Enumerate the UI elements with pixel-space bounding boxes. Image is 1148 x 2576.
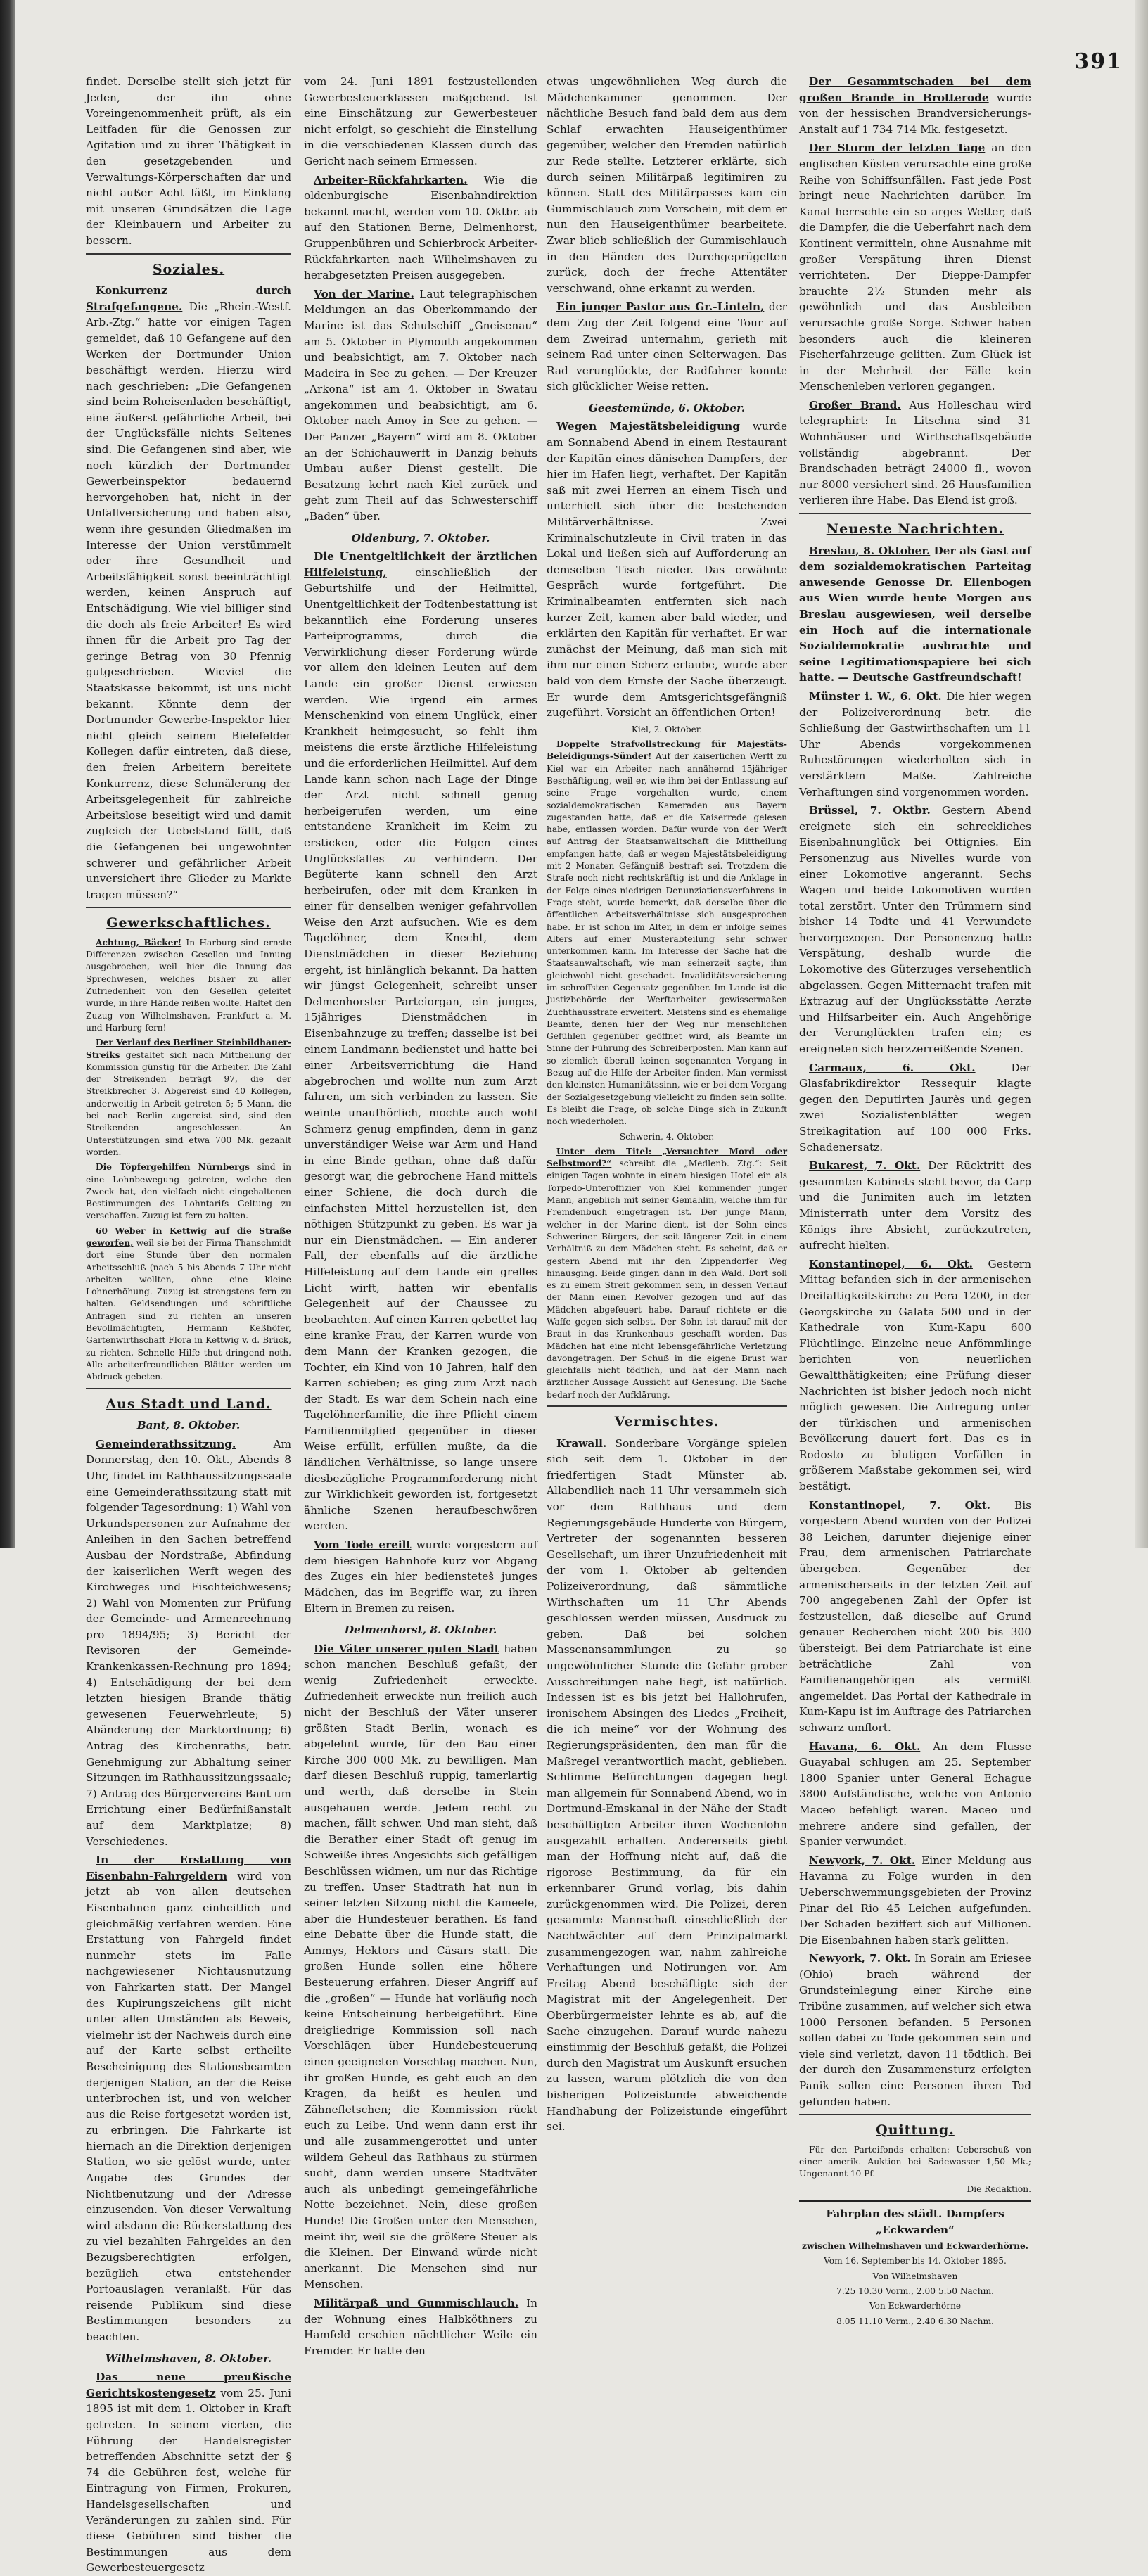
section-heading-vermischtes: Vermischtes.: [614, 1414, 720, 1430]
article: [304, 549, 537, 1534]
article-text: Der als Gast auf dem sozialdemokratischen Parteitag anwesende Genosse Dr. Ellenbogen aus Wien wurde heute Morgen aus Breslau ausgewiesen, weil derselbe ein Hoch auf die internationale Sozialdemokratie ausbrachte und seine Legitimationspapiere bei sich hatte. — Deutsche Gastfreundschaft!: [799, 544, 1031, 684]
article-text: Einer Meldung aus Havanna zu Folge wurden in den Ueberschwemmungsgebieten der Provinz Pinar del Rio 45 Leichen aufgefunden. Der Schaden beziffert sich auf Millionen. Die Eisenbahnen haben stark gelitten.: [799, 1854, 1031, 1946]
article-text: gestaltet sich nach Mittheilung der Kommission günstig für die Arbeiter. Die Zahl der Streikenden beträgt 97, die der Streikbrecher 3. Abgereist sind 40 Kollegen, anderweitig in Arbeit getreten 5; 5 Mann, die bei nach Berlin zugereist sind, sind den Streikenden angeschlossen. An Unterstützungen sind etwa 700 Mk. gezahlt worden.: [86, 1050, 292, 1157]
article-text: wurde von der hessischen Brandversicherungs-Anstalt auf 1 734 714 Mk. festgesetzt.: [799, 91, 1031, 136]
article-lead: Das neue preußische Gerichtskostengesetz: [86, 2371, 291, 2399]
article: [86, 1436, 291, 1849]
section-heading-quittung: Quittung.: [876, 2122, 955, 2138]
article-lead: Der Verlauf des Berliner Steinbildhauer-Streiks: [86, 1038, 291, 1060]
article-lead: Vom Tode ereilt: [314, 1538, 412, 1552]
divider: [86, 253, 291, 255]
section-heading-gewerkschaftliches: Gewerkschaftliches.: [106, 915, 271, 931]
dateline: Geestemünde, 6. Oktober.: [588, 401, 746, 414]
divider: [799, 2200, 1031, 2202]
article-lead: Unter dem Titel: „Versuchter Mord oder Selbstmord?“: [547, 1146, 787, 1169]
paragraph: etwas ungewöhnlichen Weg durch die Mädchenkammer genommen. Der nächtliche Besuch fand bald dem aus dem Schlaf erwachten Hauseigenthümer gegenüber, welcher den Fremden natürlich zur Rede stellte. Letzterer erklärte, sich durch seinen Militärpaß legitimiren zu können. Statt des Militärpasses kam ein Gummischlauch zum Vorschein, mit dem er nun den Hauseigenthümer bearbeitete. Zwar blieb schließlich der Gummischlauch in den Händen des Durchgeprügelten zurück, doch der freche Attentäter verschwand, ohne erkannt zu werden.: [547, 75, 787, 295]
article-text: Auf der kaiserlichen Werft zu Kiel war ein Arbeiter nach annähernd 15jähriger Beschäftigung, weil er, wie ihm bei der Entlassung auf seine Frage vorgehalten wurde, einem sozialdemokratischen Kameraden aus Bayern zugestanden hatte, daß er die Kaiserrede gelesen habe, entlassen worden. Dafür wurde von der Werft auf Antrag der Staatsanwaltschaft die Mittheilung empfangen hatte, daß er wegen Majestätsbeleidigung mit 2 Monaten Gefängniß bestraft sei. Trotzdem die Strafe noch nicht rechtskräftig ist und die Anklage in der Folge eines niedrigen Denunziationsverfahrens in Frage steht, wurde bemerkt, daß derselbe über die öffentlichen Arbeitsverhältnisse sich ausgesprochen habe. Er ist schon im Alter, in dem er infolge seines Alters auf einer Musterabteilung sehr schwer unterkommen kann. Im Interesse der Sache hat die Staatsanwaltschaft, wie man seinerzeit sagte, ihm gleichwohl nicht geschadet. Invaliditätsversicherung im schroffsten Gegensatz gegenüber. Im Lande ist die Justizbehörde der Werftarbeiter gewissermaßen Zuchthausstrafe erweitert. Meistens sind es ehemalige Beamte, denen hier der Weg nur menschlichen Gefühlen gegenüber geöffnet wird, als Beamte im Sinne der Führung des Schreiberposten. Man kann auf so ziemlich überall keinen sogenannten Vorgang in Bezug auf die Hilfe der Arbeiter finden. Man vermisst den kleinsten Humanitätssinn, wie er bei dem Vorgang der Sozialgesetzgebung vielleicht zu finden sein sollte. Es bleibt die Frage, ob solche Dinge sich in Zukunft noch wiederholen.: [547, 751, 788, 1127]
article-text: einschließlich der Geburtshilfe und der Heilmittel, Unentgeltlichkeit der Todtenbestattung ist bekanntlich eine Forderung unseres Parteiprogramms, durch die Verwirklichung dieser Forderung würde vor allem den kleinen Leuten auf dem Lande ein großer Dienst erwiesen werden. Wie irgend ein armes Menschenkind von einem Unglück, einer Krankheit heimgesucht, so fehlt ihm meistens die erste ärztliche Hilfeleistung und die erforderlichen Heilmittel. Auf dem Lande kann schon nach Lage der Dinge der Arzt nicht schnell genug herbeigerufen werden, um eine entstandene Krankheit im Keim zu ersticken, oder die Folgen eines Unglücksfalles zu verhindern. Der Begüterte kann schnell den Arzt herbeirufen, oder mit dem Kranken in einer für denselben weniger gefahrvollen Weise den Arzt aufsuchen. Wie es dem Tagelöhner, dem Knecht, dem Dienstmädchen in dieser Beziehung ergeht, ist hinlänglich bekannt. Da hatten wir jüngst Gelegenheit, schreibt unser Delmenhorster Parteiorgan, ein junges, 15jähriges Dienstmädchen in Eisenbahnzuge zu treffen; dasselbe ist bei einem Landmann bedienstet und hatte bei einer Arbeitsverrichtung die Hand abgebrochen und wollte nun zum Arzt fahren, um sich verbinden zu lassen. Sie weinte unaufhörlich, mochte auch wohl Schmerz genug empfinden, denn in ganz unverständiger Weise war Arm und Hand in eine Binde gethan, ohne daß dafür gesorgt war, die gebrochene Hand mittels einer Schiene, die doch durch die einfachsten Mittel herzustellen ist, den nöthigen Stützpunkt zu geben. Es war ja nur ein Dienstmädchen. — Ein anderer Fall, der ebenfalls auf die ärztliche Hilfeleistung auf dem Lande ein grelles Licht wirft, hatten wir ebenfalls Gelegenheit auf der Chaussee zu beobachten. Auf einen Karren gebettet lag eine kranke Frau, der Karren wurde von dem Mann der Kranken gezogen, die Tochter, ein Kind von 10 Jahren, half den Karren schieben; es ging zum Arzt nach der Stadt. Es war dem Schein nach eine Tagelöhnerfamilie, die ihre Pflicht einem Familienmitglied gegenüber in dieser Weise erfüllt, erfüllen mußte, da die ländlichen Verhältnisse, so lange unsere diesbezügliche Programmforderung nicht zur Wirklichkeit geworden ist, fortgesetzt ähnliche Szenen heraufbeschwören werden.: [304, 566, 537, 1533]
article-text: an den englischen Küsten verursachte eine große Reihe von Schiffsunfällen. Fast jede Post bringt neue Nachrichten darüber. Im Kanal herrschte ein so arges Wetter, daß die Dampfer, die die Ueberfahrt nach dem Kontinent vermitteln, ohne Ausnahme mit großer Verspätung ihren Dienst verrichteten. Der Dieppe-Dampfer brauchte 2½ Stunden mehr als gewöhnlich und das Ausbleiben verursachte große Sorge. Schwer haben besonders auch die kleineren Fischerfahrzeuge gelitten. Zum Glück ist in der Mehrheit der Fälle kein Menschenleben verloren gegangen.: [799, 141, 1031, 393]
article-text: In Harburg sind ernste Differenzen zwischen Gesellen und Innung ausgebrochen, weil hier die Innung das Sprechwesen, welches bisher zu aller Zufriedenheit von den Gesellen geleitet wurde, in ihre Hände reißen wollte. Haltet den Zuzug von Wilhelmshaven, Frankfurt a. M. und Harburg fern!: [86, 937, 292, 1033]
article-lead: Newyork, 7. Okt.: [809, 1854, 916, 1867]
article-text: vom 25. Juni 1895 ist mit dem 1. Oktober in Kraft getreten. In seinem vierten, die Führung der Handelsregister betreffenden Abschnitte setzt der § 74 die Gebühren fest, welche für Eintragung von Firmen, Prokuren, Handelsgesellschaften und Veränderungen zu zahlen sind. Für diese Gebühren sind bisher die Bestimmungen aus dem Gewerbesteuergesetz: [86, 2386, 291, 2575]
article-text: haben schon manchen Beschluß gefaßt, der wenig Zufriedenheit erweckte. Zufriedenheit erweckte nun freilich auch nicht der Beschluß der Väter unserer größten Stadt Berlin, wonach es abgelehnt wurde, für den Bau einer Kirche 300 000 Mk. zu bewilligen. Man darf diesen Beschluß ruppig, tamerlartig und werth, daß derselbe in Stein ausgehauen werde. Jedem recht zu machen, fällt schwer. Und man sieht, daß die Berather einer Stadt oft genug im Schweiße ihres Angesichts sich gefälligen Beschlüssen widmen, um nur das Richtige zu treffen. Unser Stadtrath hat nun in seiner letzten Sitzung nicht die Kameele, aber die Hundesteuer berathen. Es fand eine Debatte über die Hunde statt, die Ammys, Hektors und Cäsars statt. Die großen Hunde sollen eine höhere Besteuerung erfahren. Dieser Angriff auf die „großen“ — Hunde hat vorläufig noch keine Entscheinung herbeigeführt. Eine dreigliedrige Kommission soll nach Vorschlägen über Hundebesteuerung einen geeigneten Vorschlag machen. Nun, ihr großen Hunde, es geht euch an den Kragen, da heißt es heulen und Zähnefletschen; die Kommission rückt euch zu Leibe. Und wenn dann erst ihr und alle zusammengerottet und unter wildem Geheul das Rathhaus zu stürmen sucht, dann werden unsere Stadtväter auch als unbedingt gemeingefährliche Notte bezeichnet. Nein, diese großen Hunde! Die Großen unter den Menschen, meint ihr, weil sie die größere Steuer als die Kleinen. Der Einwand würde nicht anerkannt. Die Menschen sind nur Menschen.: [304, 1642, 537, 2291]
article-text: Laut telegraphischen Meldungen an das Oberkommando der Marine ist das Schulschiff „Gneisenau“ am 5. Oktober in Plymouth angekommen und beabsichtigt, am 7. Oktober nach Madeira in See zu gehen. — Der Kreuzer „Arkona“ ist am 4. Oktober in Swatau angekommen und beabsichtigt, am 6. Oktober nach Amoy in See zu gehen. — Der Panzer „Bayern“ wird am 8. Oktober an der Schichauwerft in Danzig behufs Umbau außer Dienst gestellt. Die Besatzung kehrt nach Kiel zurück und geht zum Theil auf das Schwesterschiff „Baden“ über.: [304, 287, 538, 523]
article-text: schreibt die „Medlenb. Ztg.“: Seit einigen Tagen wohnte in einem hiesigen Hotel ein als Torpedo-Unteroffizier von Kiel kommender junger Mann, angeblich mit seiner Gemahlin, welche ihm für Fremdenbuch eingetragen ist. Der junge Mann, welcher in der Marine dient, ist der Sohn eines Schweriner Bürgers, der seit längerer Zeit in einem Verhältniß zu dem Mädchen steht. Es scheint, daß er gestern Abend mit ihr den Zippendorfer Weg hinausging. Beide gingen dann in den Wald. Dort soll es zu einem Streit gekommen sein, in dessen Verlauf der Mann einen Revolver gezogen und auf das Mädchen abgefeuert habe. Darauf richtete er die Waffe gegen sich selbst. Der Sohn ist darauf mit der Braut in das Krankenhaus geschafft worden. Das Mädchen hat eine nicht lebensgefährliche Verletzung davongetragen. Der Schuß in die eigene Brust war gleichfalls nicht tödtlich, und hat der Mann nach ärztlicher Aussage Aussicht auf Genesung. Die Sache bedarf noch der Aufklärung.: [547, 1159, 787, 1400]
divider: [799, 2114, 1031, 2115]
article: [799, 140, 1031, 395]
divider: [86, 1388, 291, 1389]
article-lead: Konstantinopel, 7. Okt.: [809, 1498, 990, 1512]
timetable-from: Von Wilhelmshaven: [872, 2271, 958, 2281]
article-text: In Sorain am Eriesee (Ohio) brach während der Grundsteinlegung einer Kirche eine Tribüne zusammen, auf welcher sich etwa 1000 Personen befanden. 5 Personen sollen dabei zu Tode gekommen sein und viele sind verletzt, davon 11 tödtlich. Bei der durch den Zusammensturz erfolgten Panik sollen eine Personen ihren Tod gefunden haben.: [799, 1952, 1031, 2108]
article-lead: Carmaux, 6. Okt.: [809, 1061, 976, 1074]
dateline: Schwerin, 4. Oktober.: [619, 1131, 715, 1142]
news-item: [799, 803, 1031, 1057]
article-lead: Münster i. W., 6. Okt.: [809, 689, 942, 703]
article-lead: Arbeiter-Rückfahrkarten.: [314, 173, 468, 186]
article: [547, 1146, 787, 1401]
timetable-times: 8.05 11.10 Vorm., 2.40 6.30 Nachm.: [836, 2316, 994, 2326]
divider: [86, 907, 291, 908]
page-number: 391: [1074, 49, 1123, 74]
news-item: [799, 1256, 1031, 1495]
article-text: sind in eine Lohnbewegung getreten, welche den Zweck hat, den vielfach nicht eingehaltenen Bestimmungen des Lohntarifs Geltung zu verschaffen. Zuzug ist fern zu halten.: [86, 1162, 291, 1221]
section-heading-stadt-und-land: Aus Stadt und Land.: [106, 1396, 272, 1412]
column-3: [547, 74, 788, 2134]
timetable-times: 7.25 10.30 Vorm., 2.00 5.50 Nachm.: [836, 2286, 994, 2297]
article-lead: Die Töpfergehilfen Nürnbergs: [96, 1162, 250, 1173]
article: [86, 1161, 291, 1222]
article: [547, 739, 787, 1128]
article-lead: Doppelte Strafvollstreckung für Majestäts-Beleidigungs-Sünder!: [547, 739, 787, 762]
news-item: [799, 1158, 1031, 1254]
article-text: wurde am Sonnabend Abend in einem Restaurant der Kapitän eines dänischen Dampfers, der hier im Hafen liegt, verhaftet. Der Kapitän saß mit zwei Herren an einem Tisch und unterhielt sich über die bestehenden Militärverhältnisse. Zwei Kriminalschutzleute in Civil traten in das Lokal und ließen sich auf Aufforderung an demselben Tisch nieder. Das erwähnte Gespräch wurde fortgeführt. Die Kriminalbeamten entfernten sich nach kurzer Zeit, kamen aber bald wieder, und erklärten den Kapitän für verhaftet. Er war zunächst der Meinung, daß man sich mit ihm nur einen Scherz erlaube, wurde aber bald von dem Ernste der Sache überzeugt. Er wurde dem Amtsgerichtsgefängniß zugeführt. Vorsicht an öffentlichen Orten!: [547, 420, 787, 720]
article-lead: In der Erstattung von Eisenbahn-Fahrgeldern: [86, 1854, 291, 1882]
article-lead: Breslau, 8. Oktober.: [809, 544, 931, 557]
article-lead: Bukarest, 7. Okt.: [809, 1159, 921, 1173]
news-item: [799, 543, 1031, 686]
dateline: Wilhelmshaven, 8. Oktober.: [105, 2352, 272, 2365]
timetable-title: Fahrplan des städt. Dampfers „Eckwarden“: [826, 2207, 1005, 2236]
timetable-range: Vom 16. September bis 14. Oktober 1895.: [824, 2256, 1007, 2266]
article-text: Aus Holleschau wird telegraphirt: In Litschna sind 31 Wohnhäuser und Wirthschaftsgebäude vollständig abgebrannt. Der Brandschaden beträgt 24000 fl., wovon nur 8000 versichert sind. 26 Hausfamilien verlieren ihre Habe. Das Elend ist groß.: [799, 398, 1031, 507]
column-2: [304, 74, 538, 2357]
article-text: Die hier wegen der Polizeiverordnung betr. die Schließung der Gastwirthschaften um 11 Uhr Abends vorgekommenen Ruhestörungen wiederholten sich in verstärktem Maße. Zahlreiche Verhaftungen sind vorgenommen worden.: [799, 689, 1031, 798]
divider: [547, 1405, 787, 1407]
article: [304, 2295, 537, 2359]
article-lead: Der Gesammtschaden bei dem großen Brande in Brotterode: [799, 75, 1031, 104]
divider: [799, 513, 1031, 514]
dateline: Oldenburg, 7. Oktober.: [351, 531, 490, 544]
timetable-subtitle: zwischen Wilhelmshaven und Eckwarderhörne.: [802, 2241, 1028, 2252]
article-text: An dem Flusse Guayabal schlugen am 25. September 1800 Spanier unter General Echague 3800 Aufständische, welche von Antonio Maceo befehligt waren. Maceo und mehrere andere sind gefallen, der Spanier verwundet.: [799, 1740, 1031, 1849]
article: [86, 283, 291, 903]
article: [86, 1225, 291, 1384]
article: [547, 1436, 787, 2135]
article-text: weil sie bei der Firma Thanschmidt dort eine Stunde über den normalen Arbeitsschluß (nach 5 bis Abends 7 Uhr nicht arbeiten wollten, ohne eine kleine Lohnerhöhung. Zuzug ist strengstens fern zu halten. Geldsendungen und schriftliche Anfragen sind zu richten an unseren Bevollmächtigten, Hermann Keßhöfer, Gartenwirthschaft Flora in Kettwig v. d. Brück, zu richten. Schnelle Hilfe thut dringend noth. Alle arbeiterfreundlichen Blätter werden um Abdruck gebeten.: [86, 1238, 291, 1382]
column-4: [799, 74, 1031, 2326]
article: [304, 172, 537, 283]
article: [304, 286, 537, 525]
article-text: Gestern Mittag befanden sich in der armenischen Dreifaltigkeitskirche zu Pera 1200, in der Georgskirche zu Galata 500 und in der Kathedrale von Kum-Kapu 600 Flüchtlinge. Einzelne neue Anfömmlinge berichten von neuerlichen Gewaltthätigkeiten; eine Prüfung dieser Nachrichten ist bisher jedoch noch nicht möglich gewesen. Die Aufregung unter der türkischen und armenischen Bevölkerung dauert fort. Das es in Rodosto zu blutigen Vorfällen in größerem Maßstabe gekommen sei, wird bestätigt.: [799, 1257, 1031, 1493]
section-heading-soziales: Soziales.: [152, 261, 225, 277]
article-lead: 60 Weber in Kettwig auf die Straße geworfen,: [86, 1225, 291, 1248]
article: [304, 1537, 537, 1617]
article-lead: Havana, 6. Okt.: [809, 1740, 921, 1753]
section-heading-neueste-nachrichten: Neueste Nachrichten.: [826, 521, 1005, 537]
news-item: [799, 1853, 1031, 1949]
article-text: Sonderbare Vorgänge spielen sich seit dem 1. Oktober in der friedfertigen Stadt Münster ab. Allabendlich nach 11 Uhr versammeln sich vor dem Rathhaus und dem Regierungsgebäude Hunderte von Bürgern, Vertreter der sogenannten besseren Gesellschaft, um ihrer Unzufriedenheit mit der vom 1. Oktober ab geltenden Polizeiverordnung, daß sämmtliche Wirthschaften um 11 Uhr Abends geschlossen werden müssen, Ausdruck zu geben. Daß bei solchen Massenansammlungen zu so ungewöhnlicher Stunde die Gefahr grober Ausschreitungen nahe liegt, ist natürlich. Indessen ist es bis jetzt bei Hallohrufen, ironischem Absingen des Liedes „Freiheit, die ich meine“ vor der Wohnung des Regierungspräsidenten, den man für die Maßregel verantwortlich macht, geblieben. Schlimme Befürchtungen dagegen hegt man allgemein für Sonnabend Abend, wo in Dortmund-Emskanal in der Nähe der Stadt beschäftigten Arbeiter ihren Wochenlohn ausgezahlt erhalten. Andererseits giebt man der Hoffnung nicht auf, daß die rigorose Bestimmung, da für ein erkennbarer Grund vorlag, bis dahin zurückgenommen wird. Die Polizei, deren gesammte Mannschaft einschließlich der Nachtwächter auf dem Prinzipalmarkt zusammengezogen war, nahm zahlreiche Verhaftungen und Notirungen vor. Am Freitag Abend beschäftigte sich der Magistrat mit der Angelegenheit. Der Oberbürgermeister lehnte es ab, auf die Sache einzugehen. Darauf wurde nahezu einstimmig der Beschluß gefaßt, die Polizei durch den Magistrat um Auskunft ersuchen zu lassen, warum plötzlich die von den bisherigen Polizeistunde abweichende Handhabung der Polizeistunde eingeführt sei.: [547, 1436, 787, 2134]
article-text: Gestern Abend ereignete sich ein schreckliches Eisenbahnunglück bei Ottignies. Ein Personenzug aus Nivelles wurde von einer Lokomotive angerannt. Sechs Wagen und beide Lokomotiven wurden total zerstört. Unter den Trümmern sind bisher 14 Todte und 41 Verwundete hervorgezogen. Der Personenzug hatte Verspätung, deshalb wurde die Lokomotive des Güterzuges versehentlich abgelassen. Gegen Mitternacht trafen mit Extrazug auf der Unglücksstätte Aerzte und Hilfsarbeiter ein. Auch Angehörige der Verunglückten trafen ein; es ereigneten sich herzzerreißende Szenen.: [799, 804, 1031, 1056]
article-lead: Wegen Majestätsbeleidigung: [556, 420, 740, 433]
page-edge: [1135, 0, 1148, 1548]
article-lead: Die Väter unserer guten Stadt: [314, 1642, 499, 1655]
article-lead: Konkurrenz durch Strafgefangene.: [86, 284, 291, 313]
column-1: [86, 74, 292, 2575]
article-text: der dem Zug der Zeit folgend eine Tour auf dem Zweirad unternahm, gerieth mit seinem Rad unter einen Selterwagen. Das Rad verunglückte, der Radfahrer konnte sich glücklicher Weise retten.: [547, 300, 787, 393]
receipt-text: Für den Parteifonds erhalten: Ueberschuß von einer amerik. Auktion bei Sadewasser 1,50 Mk.; Ungenannt 10 Pf.: [799, 2144, 1031, 2179]
article: [304, 1641, 537, 2293]
paragraph: findet. Derselbe stellt sich jetzt für Jeden, der ihn ohne Voreingenommenheit prüft, als ein Leitfaden für die Genossen zur Agitation und zu ihrer Thätigkeit in den gesetzgebenden und Verwaltungs-Körperschaften dar und nicht außer Acht läßt, im Einklang mit unseren Grundsätzen die Lage der Kleinbauern und Arbeiter zu bessern.: [86, 75, 291, 247]
news-item: [799, 689, 1031, 800]
article: [86, 937, 291, 1034]
article-lead: Newyork, 7. Okt.: [809, 1952, 911, 1965]
article-text: Die „Rhein.-Westf. Arb.-Ztg.“ hatte vor einigen Tagen gemeldet, daß 10 Gefangene auf den Werken der Dortmunder Union beschäftigt werden. Hierzu wird nach geschrieben: „Die Gefangenen sind beim Roheisenladen beschäftigt, eine äußerst gefährliche Arbeit, bei der Unglücksfälle nichts Seltenes sind. Die Gefangenen sind aber, wie noch kürzlich der Dortmunder Gewerbeinspektor bedauernd hervorgehoben hat, nicht in der Unfallversicherung und haben also, wenn ihre gesunden Gliedmaßen im Interesse der Union verstümmelt oder ihre Gesundheit und Arbeitsfähigkeit sonst beeinträchtigt werden, keinen Anspruch auf Entschädigung. Wie viel billiger sind die doch als freie Arbeiter! Es wird ihnen für die Arbeit pro Tag der geringe Betrag von 30 Pfennig gutgeschrieben. Wieviel die Staatskasse bekommt, ist uns nicht bekannt. Könnte denn der Dortmunder Gewerbe-Inspektor hier nicht gleich seinem Bielefelder Kollegen dafür eintreten, daß diese, den freien Arbeitern bereitete Konkurrenz, diese Schmälerung der Arbeitsgelegenheit für zahlreiche Arbeitslose beseitigt wird und damit zugleich der Uebelstand fällt, daß die Gefangenen bei ungewohnter schwerer und gefährlicher Arbeit unversichert ihre Glieder zu Markte tragen müssen?“: [86, 300, 291, 901]
article: [547, 299, 787, 395]
book-binding: [0, 0, 15, 1548]
article-text: Der Glasfabrikdirektor Ressequir klagte gegen den Deputirten Jaurès und gegen zwei Sozialistenblätter wegen Streikagitation auf 100 000 Frks. Schadenersatz.: [799, 1061, 1031, 1154]
dateline: Bant, 8. Oktober.: [136, 1419, 241, 1432]
article-lead: Krawall.: [556, 1436, 607, 1450]
article: [86, 1037, 291, 1159]
article-lead: Die Unentgeltlichkeit der ärztlichen Hilfeleistung,: [304, 550, 537, 579]
paragraph: vom 24. Juni 1891 festzustellenden Gewerbesteuerklassen maßgebend. Ist eine Einschätzung zur Gewerbesteuer nicht erfolgt, so geschieht die Einstellung in die verschiedenen Klassen durch das Gericht nach seinem Ermessen.: [304, 75, 537, 167]
dateline: Kiel, 2. Oktober.: [631, 724, 703, 734]
article: [799, 74, 1031, 137]
article-text: In der Wohnung eines Halbköthners zu Hamfeld erschien nächtlicher Weile ein Fremder. Er hatte den: [304, 2296, 537, 2357]
timetable-from: Von Eckwarderhörne: [869, 2301, 962, 2312]
article-text: Der Rücktritt des gesammten Kabinets steht bevor, da Carp und die Junimiten auch im letzten Ministerrath unter dem Vorsitz des Königs ihre Absicht, zurückzutreten, aufrecht hielten.: [799, 1159, 1031, 1252]
article-text: wird von jetzt ab von allen deutschen Eisenbahnen ganz einheitlich und gleichmäßig verfahren werden. Eine Erstattung von Fahrgeld findet nunmehr stets im Falle nachgewiesener Nichtausnutzung von Fahrkarten statt. Der Mangel des Kupirungszeichens gilt nicht unter allen Umständen als Beweis, vielmehr ist der Nachweis durch eine auf der Karte selbst ertheilte Bescheinigung des Stationsbeamten derjenigen Station, an der die Reise unterbrochen ist, und von welcher aus die Reise fortgesetzt worden ist, zu erbringen. Die Fahrkarte ist hiernach an die Direktion derjenigen Station, wo sie gelöst wurde, unter Angabe des Grundes der Nichtbenutzung und der Adresse einzusenden. Von dieser Verwaltung wird alsdann die Rückerstattung des zu viel bezahlten Fahrgeldes an den Bezugsberechtigten erfolgen, bezüglich etwa entstehender Portoauslagen veranlaßt. Für das reisende Publikum sind diese Bestimmungen besonders zu beachten.: [86, 1869, 291, 2343]
article-lead: Achtung, Bäcker!: [96, 937, 182, 948]
article-lead: Der Sturm der letzten Tage: [809, 141, 986, 155]
article-lead: Von der Marine.: [314, 287, 414, 300]
news-item: [799, 1060, 1031, 1156]
article-lead: Konstantinopel, 6. Okt.: [809, 1257, 973, 1270]
article-lead: Brüssel, 7. Oktbr.: [809, 804, 931, 817]
article-lead: Großer Brand.: [809, 398, 901, 412]
news-item: [799, 1739, 1031, 1850]
news-item: [799, 1951, 1031, 2110]
article-text: Bis vorgestern Abend wurden von der Polizei 38 Leichen, darunter diejenige einer Frau, dem armenischen Patriarchate übergeben. Gegenüber der armenischerseits in der letzten Zeit auf 700 angegebenen Zahl der Opfer ist festzustellen, daß dieselbe auf Grund genauer Recherchen nicht 200 bis 300 übersteigt. Bei dem Patriarchate ist eine beträchtliche Zahl von Familienangehörigen als vermißt angemeldet. Das Portal der Kathedrale in Kum-Kapu ist im Auftrage des Patriarchen schwarz umflort.: [799, 1498, 1031, 1734]
receipt-signature: Die Redaktion.: [967, 2183, 1031, 2194]
article-lead: Militärpaß und Gummischlauch.: [314, 2296, 519, 2309]
dateline: Delmenhorst, 8. Oktober.: [344, 1624, 497, 1636]
article-text: Am Donnerstag, den 10. Okt., Abends 8 Uhr, findet im Rathhaussitzungssaale eine Gemeinderathssitzung statt mit folgender Tagesordnung: 1) Wahl von Urkundspersonen zur Aufnahme der Anleihen in den Sachen betreffend Ausbau der Nordstraße, Abfindung der kaiserlichen Werft wegen des Kirchweges und Fischteichwesens; 2) Wahl von Momenten zur Prüfung der Gemeinde- und Armenrechnung pro 1894/95; 3) Bericht der Revisoren der Gemeinde-Krankenkassen-Rechnung pro 1894; 4) Entschädigung der bei dem letzten hiesigen Brande thätig gewesenen Feuerwehrleute; 5) Abänderung der Marktordnung; 6) Antrag des Kirchenraths, betr. Genehmigung zur Abhaltung seiner Sitzungen im Rathhaussitzungssaale; 7) Antrag des Bürgervereins Bant um Errichtung einer Bedürfnißanstalt auf dem Marktplatze; 8) Verschiedenes.: [86, 1437, 291, 1848]
news-item: [799, 1498, 1031, 1736]
article-lead: Ein junger Pastor aus Gr.-Linteln,: [556, 300, 765, 314]
article: [86, 2369, 291, 2576]
article: [547, 419, 787, 720]
article: [86, 1852, 291, 2345]
article-text: wurde vorgestern auf dem hiesigen Bahnhofe kurz vor Abgang des Zuges ein hier bediensteteš junges Mädchen, das im Begriffe war, zu ihren Eltern in Bremen zu reisen.: [304, 1538, 537, 1615]
article-text: Wie die oldenburgische Eisenbahndirektion bekannt macht, werden vom 10. Oktbr. ab auf den Stationen Berne, Delmenhorst, Gruppenbühren und Schierbrock Arbeiter-Rückfahrkarten nach Wilhelmshaven zu herabgesetzten Preisen ausgegeben.: [304, 173, 537, 282]
article: [799, 397, 1031, 509]
article-lead: Gemeinderathssitzung.: [96, 1437, 236, 1450]
